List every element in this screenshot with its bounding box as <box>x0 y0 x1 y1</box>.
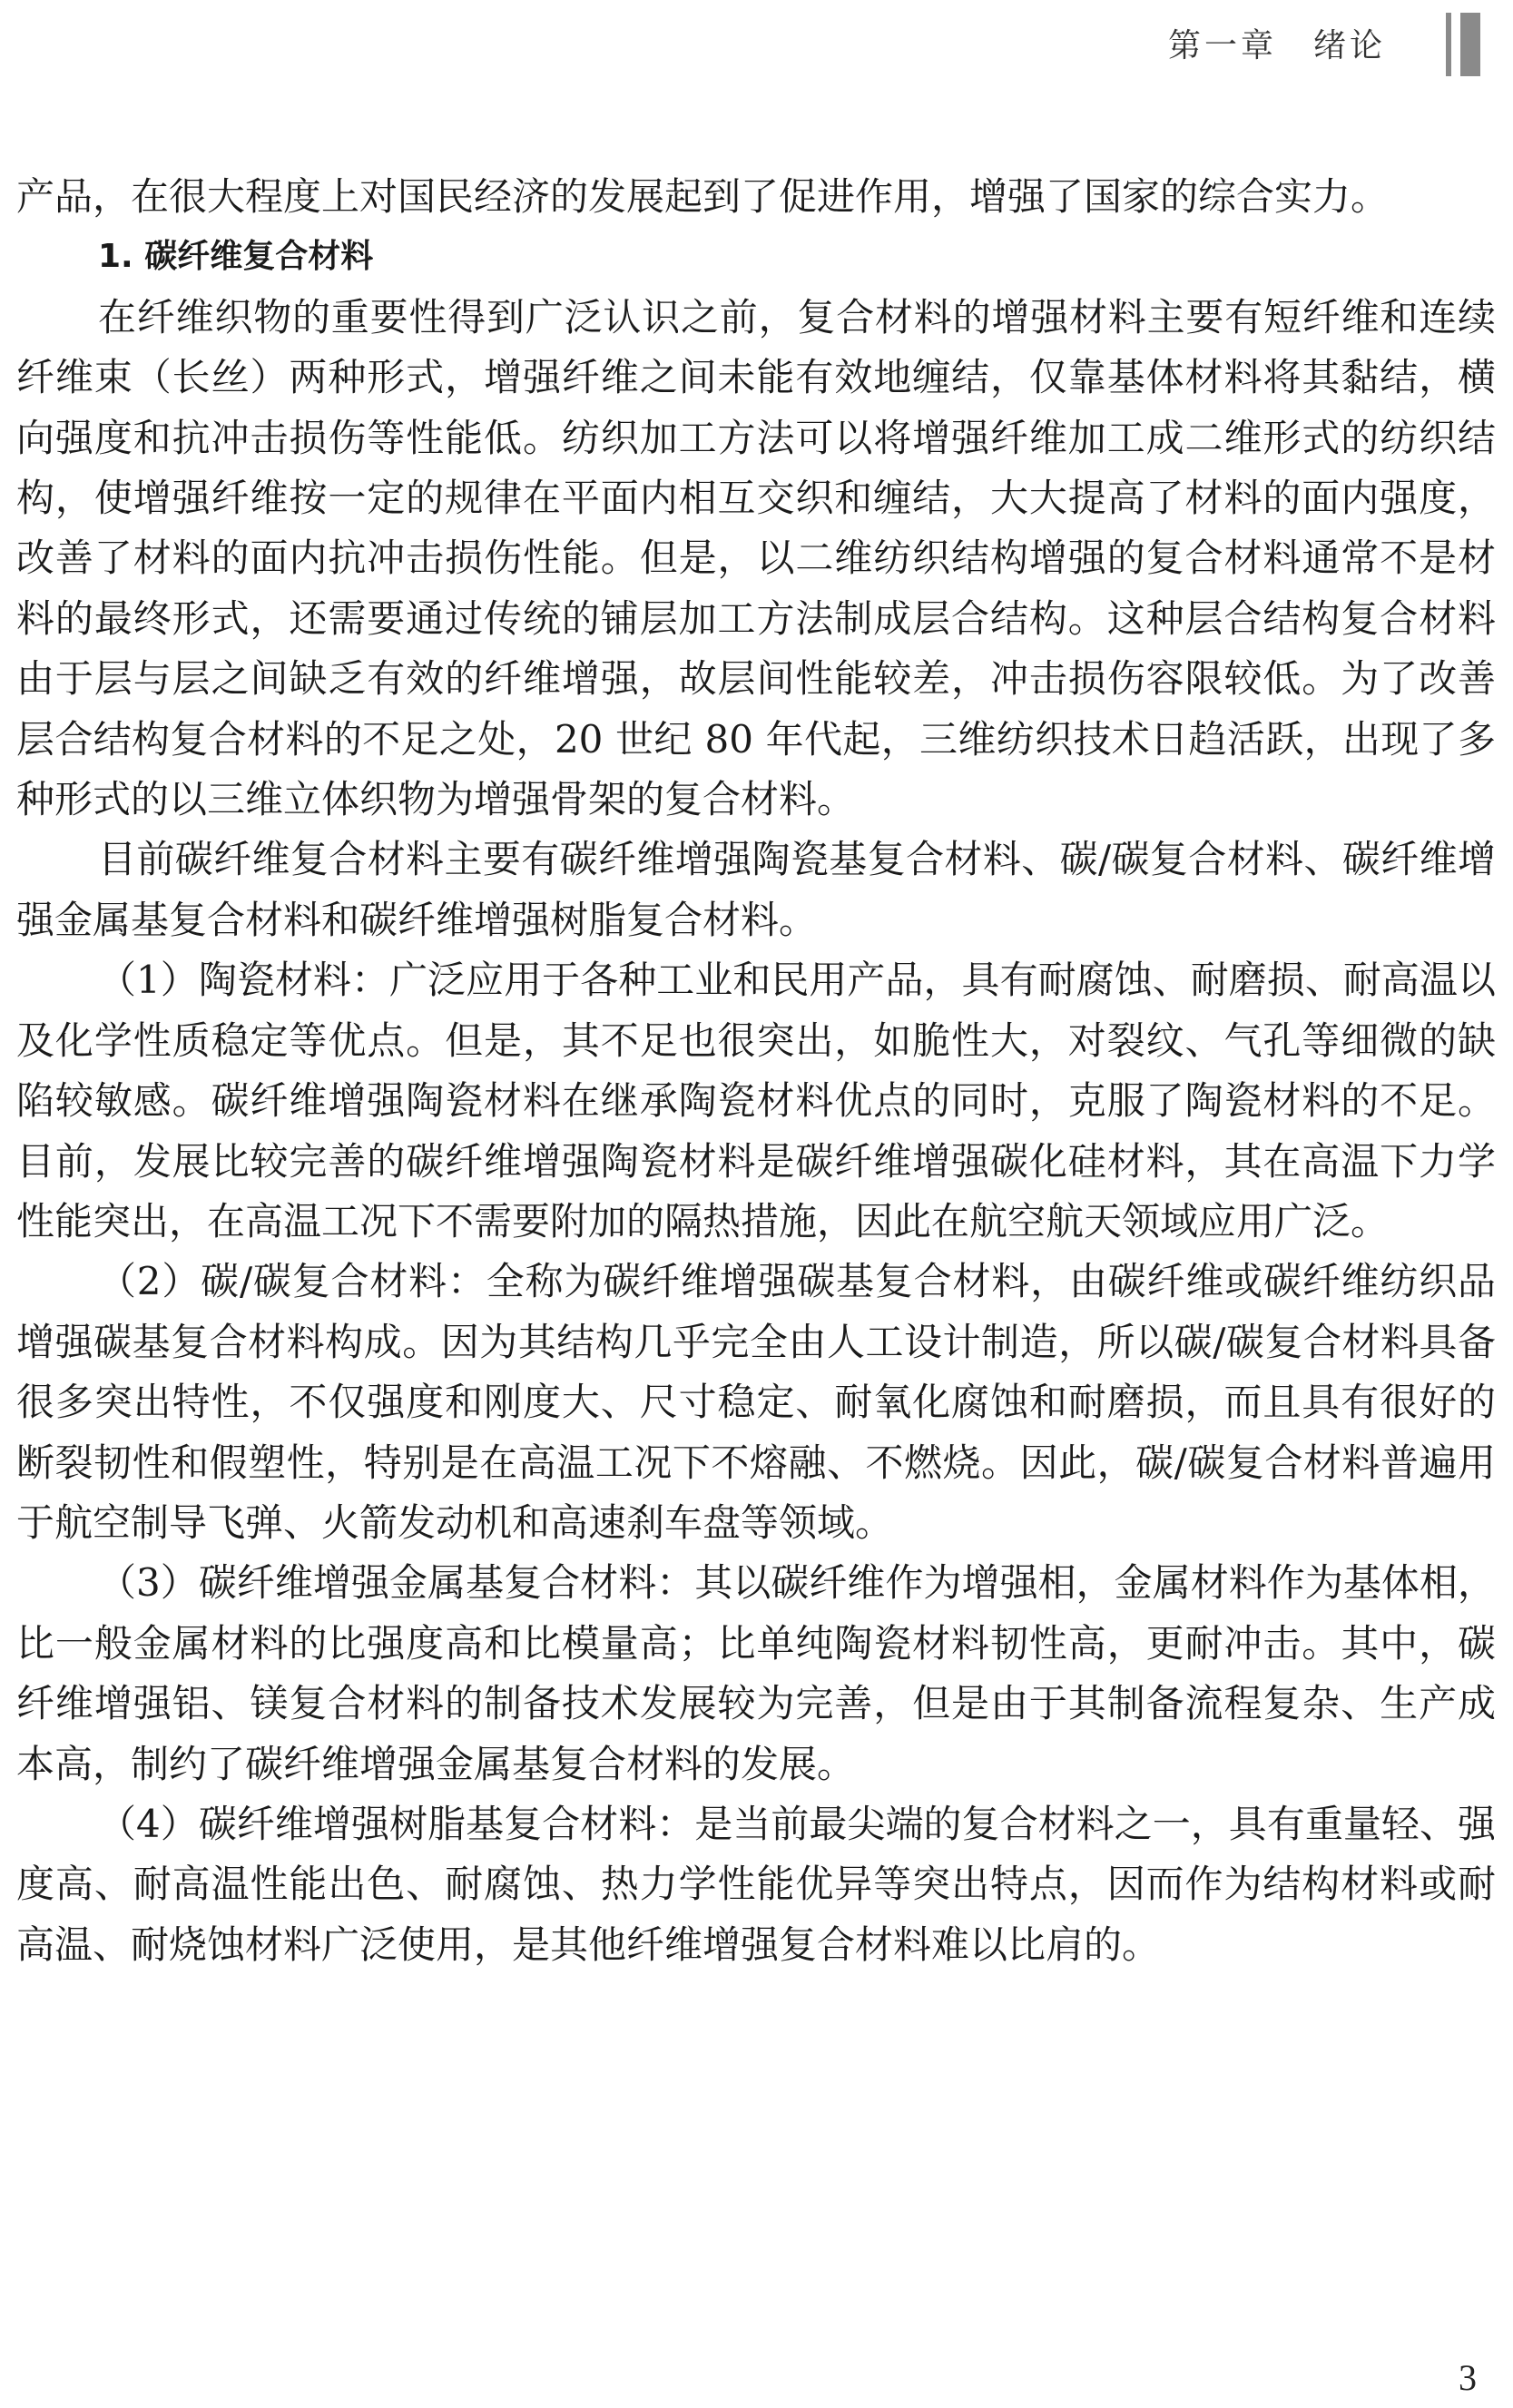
page-body <box>16 167 1496 1975</box>
paragraph-carbon-carbon: （2）碳/碳复合材料：全称为碳纤维增强碳基复合材料，由碳纤维或碳纤维纺织品增强碳基复合材料构成。因为其结构几乎完全由人工设计制造，所以碳/碳复合材料具备很多突出特性，不仅强度和刚度大、尺寸稳定、耐氧化腐蚀和耐磨损，而且具有很好的断裂韧性和假塑性，特别是在高温工况下不熔融、不燃烧。因此，碳/碳复合材料普遍用于航空制导飞弹、火箭发动机和高速刹车盘等领域。 <box>16 1259 1496 1545</box>
paragraph-textile-reinforcement: 在纤维织物的重要性得到广泛认识之前，复合材料的增强材料主要有短纤维和连续纤维束（长丝）两种形式，增强纤维之间未能有效地缠结，仅靠基体材料将其黏结，横向强度和抗冲击损伤等性能低。纺织加工方法可以将增强纤维加工成二维形式的纺织结构，使增强纤维按一定的规律在平面内相互交织和缠结，大大提高了材料的面内强度，改善了材料的面内抗冲击损伤性能。但是，以二维纺织结构增强的复合材料通常不是材料的最终形式，还需要通过传统的铺层加工方法制成层合结构。这种层合结构复合材料由于层与层之间缺乏有效的纤维增强，故层间性能较差，冲击损伤容限较低。为了改善层合结构复合材料的不足之处，20 世纪 80 年代起，三维纺织技术日趋活跃，出现了多种形式的以三维立体织物为增强骨架的复合材料。 <box>16 294 1496 822</box>
paragraph-metal-matrix: （3）碳纤维增强金属基复合材料：其以碳纤维作为增强相，金属材料作为基体相，比一般金属材料的比强度高和比模量高；比单纯陶瓷材料韧性高，更耐冲击。其中，碳纤维增强铝、镁复合材料的制备技术发展较为完善，但是由于其制备流程复杂、生产成本高，制约了碳纤维增强金属基复合材料的发展。 <box>16 1560 1496 1786</box>
running-header-title: 第一章 绪论 <box>1167 27 1386 64</box>
paragraph-carbon-composite-types: 目前碳纤维复合材料主要有碳纤维增强陶瓷基复合材料、碳/碳复合材料、碳纤维增强金属基复合材料和碳纤维增强树脂复合材料。 <box>16 837 1496 942</box>
page-number: 3 <box>1459 2357 1477 2398</box>
paragraph-resin-matrix: （4）碳纤维增强树脂基复合材料：是当前最尖端的复合材料之一，具有重量轻、强度高、耐高温性能出色、耐腐蚀、热力学性能优异等突出特点，因而作为结构材料或耐高温、耐烧蚀材料广泛使用，是其他纤维增强复合材料难以比肩的。 <box>16 1801 1496 1967</box>
paragraph-ceramic-materials: （1）陶瓷材料：广泛应用于各种工业和民用产品，具有耐腐蚀、耐磨损、耐高温以及化学性质稳定等优点。但是，其不足也很突出，如脆性大，对裂纹、气孔等细微的缺陷较敏感。碳纤维增强陶瓷材料在继承陶瓷材料优点的同时，克服了陶瓷材料的不足。目前，发展比较完善的碳纤维增强陶瓷材料是碳纤维增强碳化硅材料，其在高温下力学性能突出，在高温工况下不需要附加的隔热措施，因此在航空航天领域应用广泛。 <box>16 958 1496 1243</box>
header-thumb-tab-bar <box>1460 13 1480 76</box>
section-heading: 1. 碳纤维复合材料 <box>98 238 374 276</box>
paragraph-continued: 产品，在很大程度上对国民经济的发展起到了促进作用，增强了国家的综合实力。 <box>16 174 1390 219</box>
